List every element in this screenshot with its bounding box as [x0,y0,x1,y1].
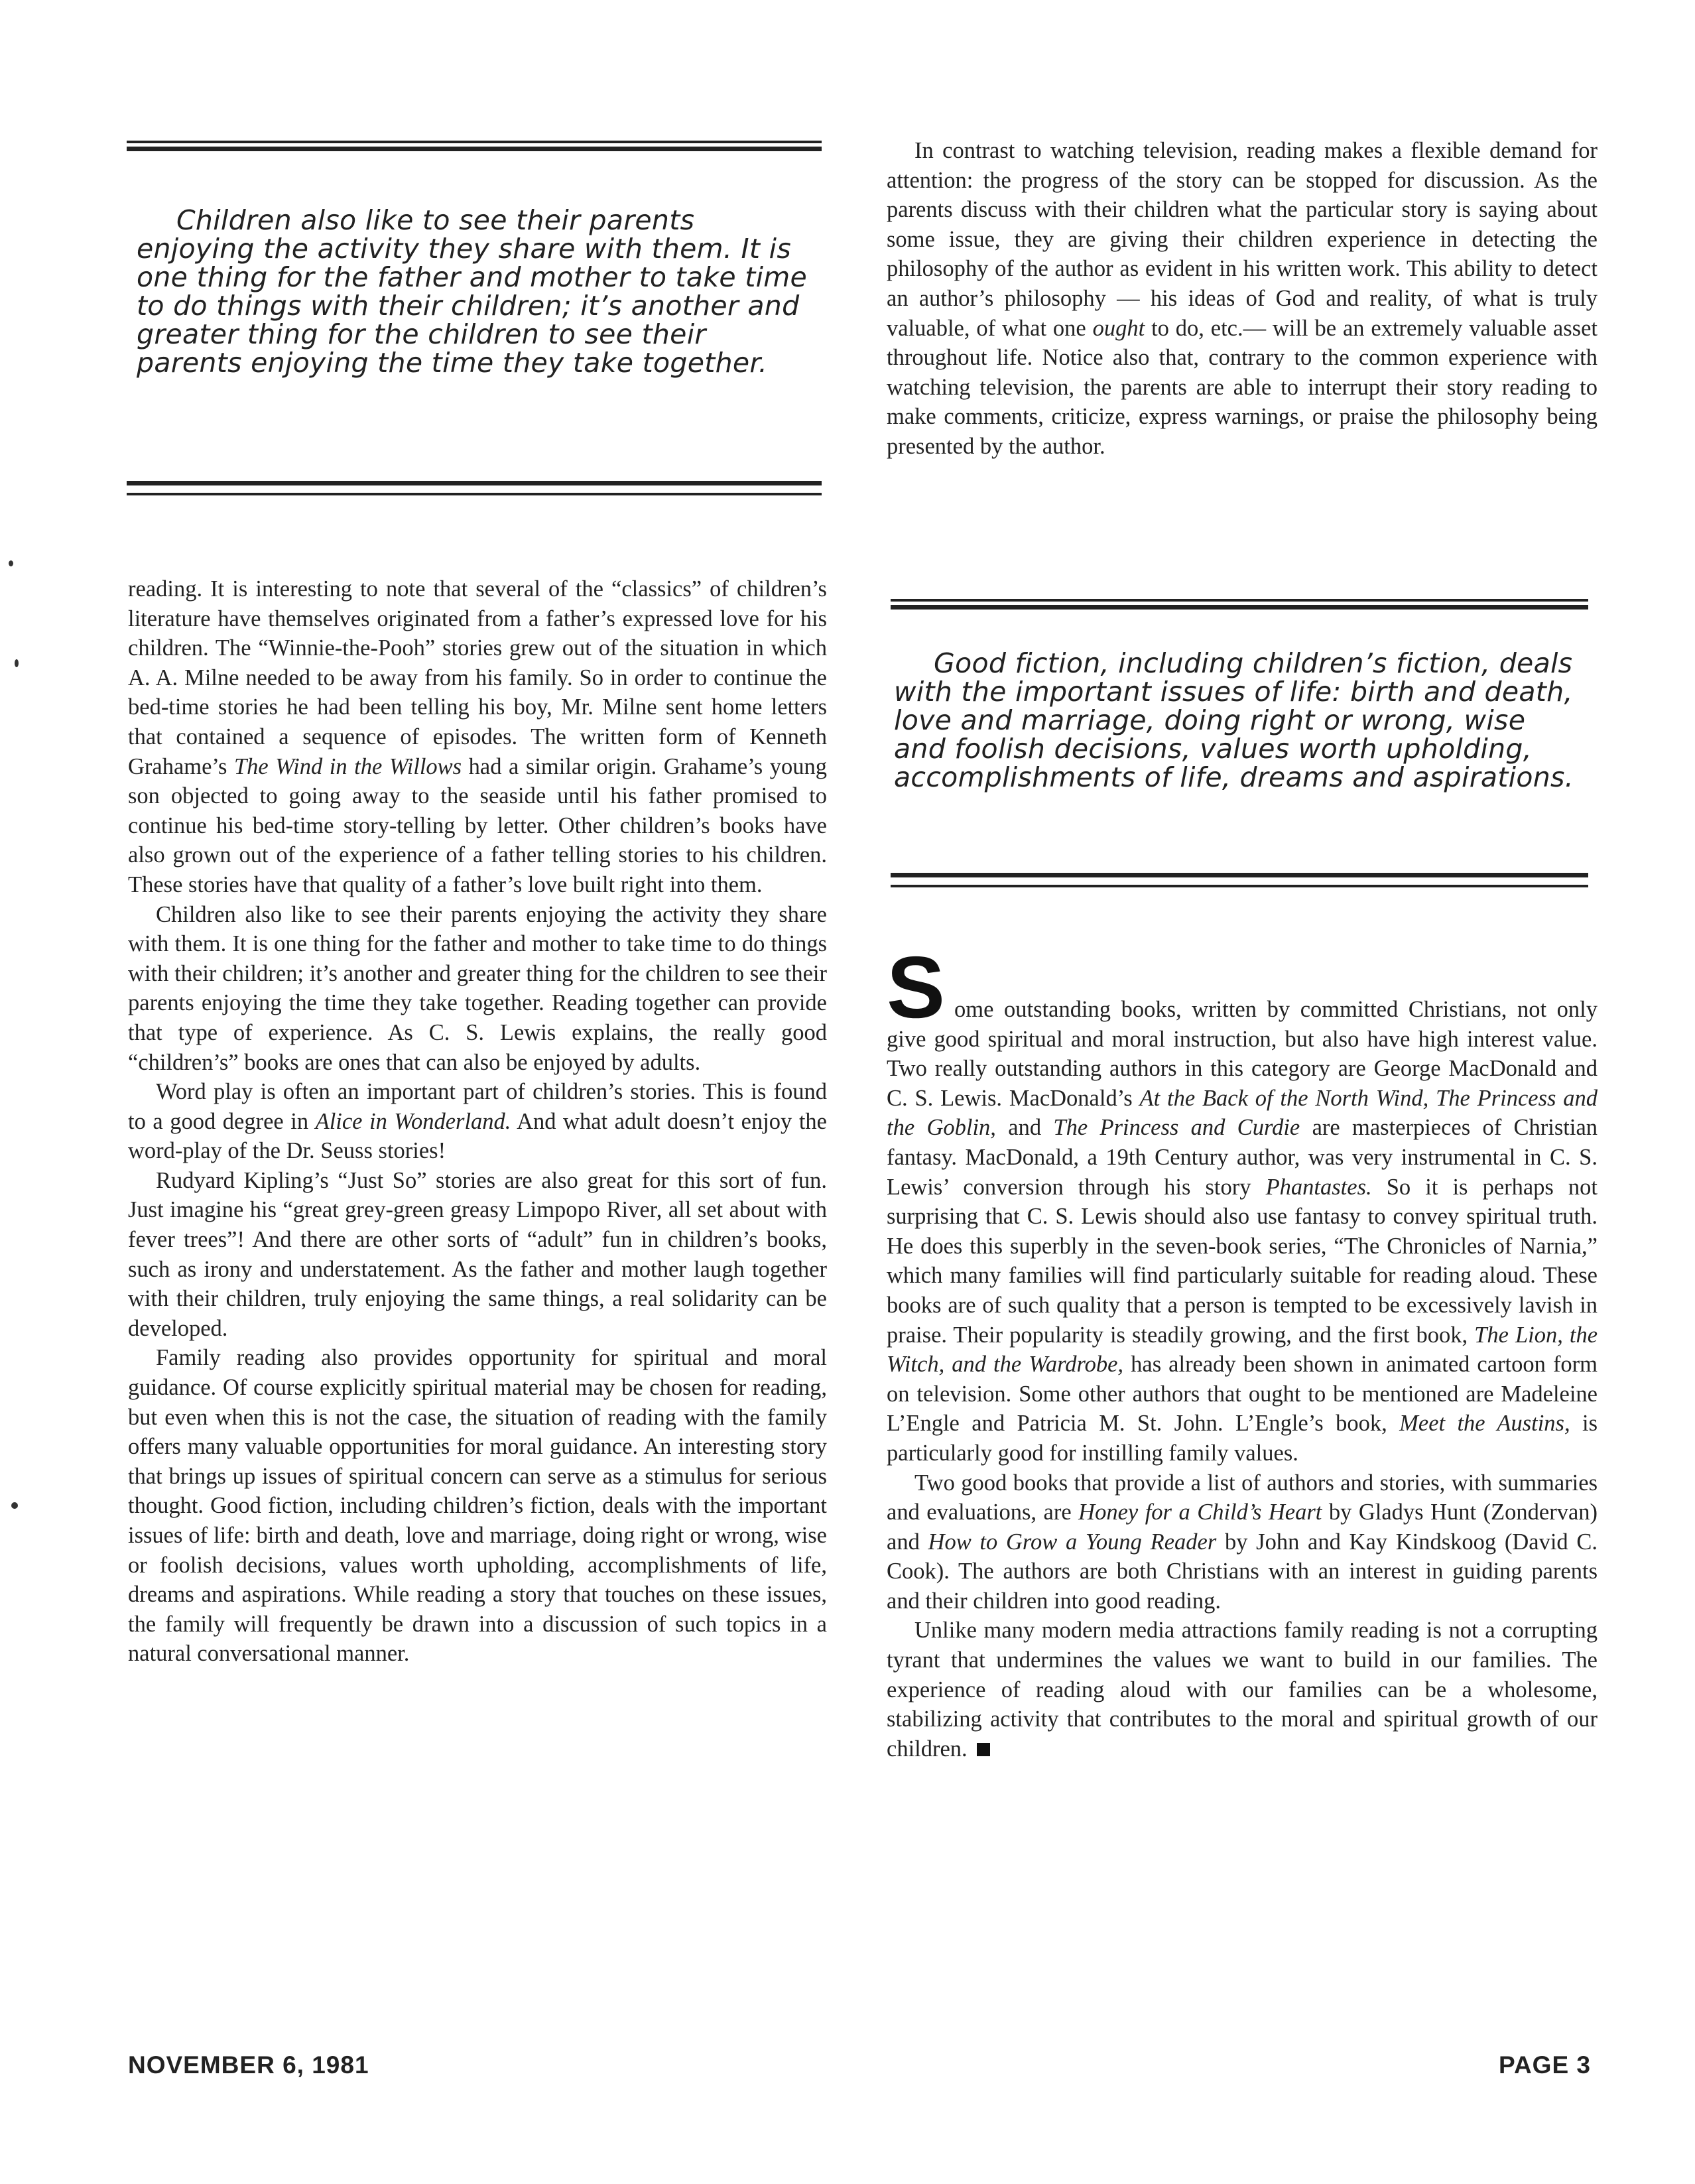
body-paragraph: Word play is often an important part of children’s stories. This is found to a good degree in Alice in Wonderland. And what adult doesn’t enjoy the word-play of the Dr. Seuss stories! [128,1079,827,1164]
book-title: Meet the Austins, [1399,1411,1570,1437]
footer-page-number: PAGE 3 [1499,2051,1591,2079]
pull-quote [137,206,808,377]
body-paragraph: Unlike many modern media attractions family reading is not a corrupting tyrant that undermines the values we want to build in our families. The experience of reading aloud with our families can be a wholesome, stabilizing activity that contributes to the moral and spiritual growth of our children. [887,1618,1598,1762]
scan-mark [9,560,13,566]
drop-cap: S [887,938,946,1036]
pull-quote-text: Good fiction, including children’s fiction, deals with the important issues of life: birth and death, love and marriage, doing right or wrong, wise and foolish decisions, values worth upholding, accomplishments of life, dreams and aspirations. [894,647,1574,793]
right-column-top [887,136,1598,462]
body-paragraph: Children also like to see their parents enjoying the activity they share with them. It is one thing for the father and mother to take time to do things with their children; it’s another and greater thing for the children to see their parents enjoying the time they take together. Reading together can provide that type of experience. As C. S. Lewis explains, the really good “children’s” books are ones that can also be enjoyed by adults. [128,901,827,1075]
pullquote-rule-top [891,599,1588,610]
book-title: At the Back of the North Wind, The Princess and the Goblin, [887,1085,1598,1141]
scan-mark [15,659,19,667]
body-paragraph: reading. It is interesting to note that several of the “classics” of children’s literature have themselves originated from a father’s expressed love for his children. The “Winnie-the-Pooh” stories grew out of the situation in which A. A. Milne needed to be away from his family. So in order to continue the bed-time stories he had been telling his boy, Mr. Milne sent home letters that contained a sequence of episodes. The written form of Kenneth Grahame’s The Wind in the Willows had a similar origin. Grahame’s young son objected to going away to the seaside until his father promised to continue his bed-time story-telling by letter. Other children’s books have also grown out of the experience of a father telling stories to his children. These stories have that quality of a father’s love built right into them. [128,576,828,897]
scan-mark [11,1502,18,1509]
book-title: The Lion, the Witch, and the Wardrobe, [887,1322,1598,1378]
pullquote-rule-bottom [891,873,1588,887]
pullquote-rule-bottom [127,481,822,495]
book-title: Phantastes. [1265,1174,1372,1200]
left-column [128,574,827,1669]
pull-quote [894,649,1574,792]
book-title: The Princess and Curdie [1053,1115,1300,1141]
body-paragraph: Family reading also provides opportunity for spiritual and moral guidance. Of course explicitly spiritual material may be chosen for reading, but even when this is not the case, the situation of reading with the family offers many valuable opportunities for moral guidance. An interesting story that brings up issues of spiritual concern can serve as a stimulus for serious thought. Good fiction, including children’s fiction, deals with the important issues of life: birth and death, love and marriage, doing right or wrong, wise or foolish decisions, values worth upholding, accomplishments of life, dreams and aspirations. While reading a story that touches on these issues, the family will frequently be drawn into a discussion of such topics in a natural conversational manner. [128,1345,827,1667]
body-paragraph: Two good books that provide a list of authors and stories, with summaries and evaluations, are Honey for a Child’s Heart by Gladys Hunt (Zondervan) and How to Grow a Young Reader by John and Kay Kindskoog (David C. Cook). The authors are both Christians with an interest in guiding parents and their children into good reading. [887,1470,1598,1614]
right-column-bottom [887,938,1598,1764]
book-title: The Wind in the Willows [234,753,462,779]
body-paragraph: Rudyard Kipling’s “Just So” stories are also great for this sort of fun. Just imagine his “great grey-green greasy Limpopo River, all set about with fever trees”! And there are other sorts of “adult” fun in children’s books, such as irony and understatement. As the father and mother laugh together with their children, truly enjoying the same things, a real solidarity can be developed. [128,1167,827,1341]
footer-date: NOVEMBER 6, 1981 [128,2051,369,2079]
body-paragraph: In contrast to watching television, reading makes a flexible demand for attention: the progress of the story can be stopped for discussion. As the parents discuss with their children what the particular story is saying about some issue, they are giving their children experience in detecting the philosophy of the author as evident in his written work. This ability to detect an author’s philosophy — his ideas of God and reality, of what is truly valuable, of what one ought to do, etc.— will be an extremely valuable asset throughout life. Notice also that, contrary to the common experience with watching television, the parents are able to interrupt their story reading to make comments, criticize, express warnings, or praise the philosophy being presented by the author. [887,138,1598,459]
pull-quote-text: Children also like to see their parents enjoying the activity they share with them. It is one thing for the father and mother to take time to do things with their children; it’s another and greater thing for the children to see their parents enjoying the time they take together. [137,204,808,379]
body-paragraph: Some outstanding books, written by committed Christians, not only give good spiritual and moral instruction, but also have high interest value. Two really outstanding authors in this category are George MacDonald and C. S. Lewis. MacDonald’s At the Back of the North Wind, The Princess and the Goblin, and The Princess and Curdie are masterpieces of Christian fantasy. MacDonald, a 19th Century author, was very instrumental in C. S. Lewis’ conversion through his story Phantastes. So it is perhaps not surprising that C. S. Lewis should also use fantasy to convey spiritual truth. He does this superbly in the seven-book series, “The Chronicles of Narnia,” which many families will find particularly suitable for reading aloud. These books are of such quality that a person is tempted to be excessively lavish in praise. Their popularity is steadily growing, and the first book, The Lion, the Witch, and the Wardrobe, has already been shown in animated cartoon form on television. Some other authors that ought to be mentioned are Madeleine L’Engle and Patricia M. St. John. L’Engle’s book, Meet the Austins, is particularly good for instilling family values. [887,938,1598,1466]
book-title: Alice in Wonderland. [315,1108,511,1134]
end-mark-icon [977,1743,990,1756]
book-title: Honey for a Child’s Heart [1078,1500,1322,1525]
book-title: How to Grow a Young Reader [928,1529,1217,1555]
pullquote-rule-top [127,141,822,151]
